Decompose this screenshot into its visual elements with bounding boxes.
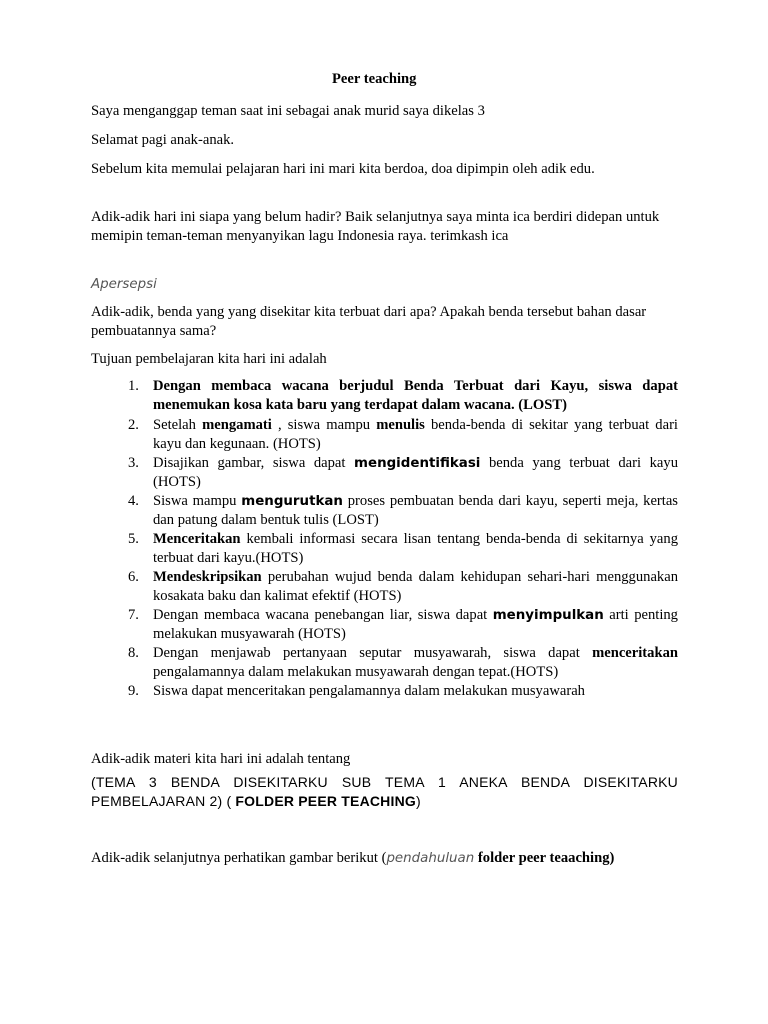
- closing-paren: ): [609, 850, 615, 866]
- objective-text: Setelah: [153, 417, 203, 433]
- objective-text: Dengan membaca wacana berjudul Benda Terbuat dari Kayu, siswa dapat menemukan kosa kata baru yang terdapat dalam wacana. (LOST): [153, 378, 678, 413]
- closing-text: Adik-adik selanjutnya perhatikan gambar berikut (: [91, 850, 387, 866]
- paragraph-question: Adik-adik, benda yang yang disekitar kita terbuat dari apa? Apakah benda tersebut bahan dasar pembuatannya sama?: [91, 304, 647, 339]
- objective-text: Siswa dapat menceritakan pengalamannya dalam melakukan musyawarah: [153, 683, 585, 699]
- objective-text: perubahan wujud benda dalam kehidupan sehari-hari menggunakan kosakata baku dan kalimat efektif (HOTS): [153, 569, 678, 604]
- paragraph-theme: [91, 773, 678, 811]
- objective-keyword: menyimpulkan: [492, 608, 604, 623]
- objective-text: , siswa mampu: [271, 417, 377, 433]
- apersepsi-heading: Apersepsi: [91, 277, 157, 292]
- list-item: [91, 377, 678, 415]
- list-number: 7.: [128, 607, 139, 623]
- paragraph-attendance: Adik-adik hari ini siapa yang belum hadir? Baik selanjutnya saya minta ica berdiri didepan untuk memipin teman-teman menyanyikan lagu Indonesia raya. terimkash ica: [91, 209, 660, 244]
- list-number: 6.: [128, 569, 139, 585]
- objective-keyword: Mendeskripsikan: [153, 569, 262, 585]
- list-number: 1.: [128, 378, 139, 394]
- folder-label: FOLDER PEER TEACHING: [235, 793, 416, 809]
- objective-text: pengalamannya dalam melakukan musyawarah dengan tepat.(HOTS): [153, 664, 559, 680]
- objective-keyword: mengurutkan: [241, 494, 343, 509]
- objective-text: benda yang terbuat dari kayu (HOTS): [153, 455, 678, 490]
- objective-text: Dengan menjawab pertanyaan seputar musyawarah, siswa dapat: [153, 645, 593, 661]
- objective-text: Siswa mampu: [153, 493, 242, 509]
- objective-keyword: menulis: [376, 417, 425, 433]
- list-item: [91, 454, 678, 492]
- objective-text: proses pembuatan benda dari kayu, seperti meja, kertas dan patung dalam bentuk tulis (LOST): [153, 493, 678, 528]
- list-number: 4.: [128, 493, 139, 509]
- objective-text: arti penting melakukan musyawarah (HOTS): [153, 607, 678, 642]
- paragraph-closing: [91, 849, 678, 868]
- objective-keyword: Menceritakan: [153, 531, 241, 547]
- objective-text: kembali informasi secara lisan tentang benda-benda di sekitarnya yang terbuat dari kayu.(HOTS): [153, 531, 678, 566]
- theme-close: ): [416, 793, 421, 809]
- list-item: [91, 606, 678, 644]
- objective-keyword: mengamati: [202, 417, 272, 433]
- objective-text: benda-benda di sekitar yang terbuat dari kayu dan kegunaan. (HOTS): [153, 417, 678, 452]
- objective-keyword: mengidentifikasi: [354, 456, 481, 471]
- objective-text: Disajikan gambar, siswa dapat: [153, 455, 355, 471]
- list-number: 3.: [128, 455, 139, 471]
- document-title: Peer teaching: [332, 71, 417, 87]
- list-item: [91, 416, 678, 454]
- closing-italic: pendahuluan: [386, 851, 475, 866]
- list-item: [91, 492, 678, 530]
- list-item: [91, 568, 678, 606]
- paragraph-materi-intro: Adik-adik materi kita hari ini adalah tentang: [91, 751, 351, 767]
- list-number: 5.: [128, 531, 139, 547]
- paragraph-objectives-intro: Tujuan pembelajaran kita hari ini adalah: [91, 351, 327, 367]
- list-item: [91, 644, 678, 682]
- objective-keyword: menceritakan: [592, 645, 678, 661]
- list-number: 2.: [128, 417, 139, 433]
- paragraph-intro: Saya menganggap teman saat ini sebagai anak murid saya dikelas 3: [91, 103, 485, 119]
- theme-text: (TEMA 3 BENDA DISEKITARKU SUB TEMA 1 ANEKA BENDA DISEKITARKU PEMBELAJARAN 2) (: [91, 774, 678, 809]
- objective-text: Dengan membaca wacana penebangan liar, siswa dapat: [153, 607, 493, 623]
- list-item: [91, 682, 678, 701]
- paragraph-prayer: Sebelum kita memulai pelajaran hari ini mari kita berdoa, doa dipimpin oleh adik edu.: [91, 161, 595, 177]
- objectives-list: [91, 377, 678, 701]
- list-number: 8.: [128, 645, 139, 661]
- paragraph-greeting: Selamat pagi anak-anak.: [91, 132, 235, 148]
- list-number: 9.: [128, 683, 139, 699]
- list-item: [91, 530, 678, 568]
- closing-folder: folder peer teaaching: [477, 850, 610, 866]
